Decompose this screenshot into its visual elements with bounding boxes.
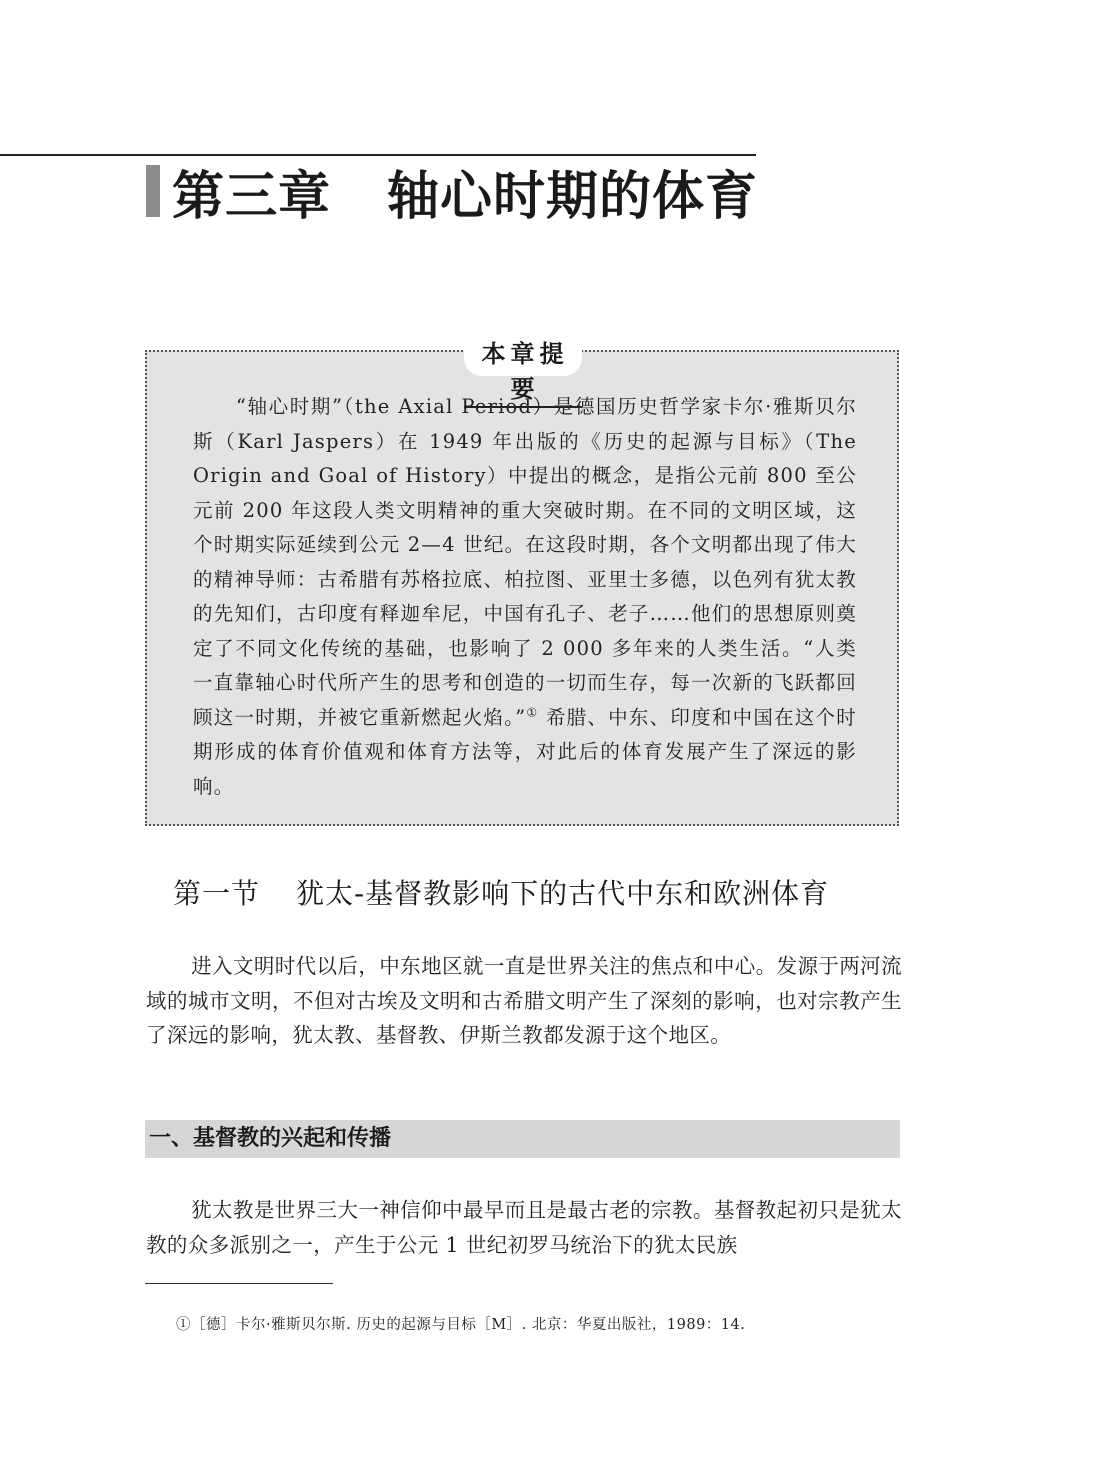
body-paragraph-1 [146,949,902,1053]
summary-text-main: “轴心时期”（the Axial Period）是德国历史哲学家卡尔·雅斯贝尔斯（Karl Jaspers）在 1949 年出版的《历史的起源与目标》（The Origin and Goal of History）中提出的概念，是指公元前 800 至公元前 200 年这段人类文明精神的重大突破时期。在不同的文明区域，这个时期实际延续到公元 2—4 世纪。在这段时期，各个文明都出现了伟大的精神导师：古希腊有苏格拉底、柏拉图、亚里士多德，以色列有犹太教的先知们，古印度有释迦牟尼，中国有孔子、老子……他们的思想原则奠定了不同文化传统的基础，也影响了 2 000 多年来的人类生活。“人类一直靠轴心时代所产生的思考和创造的一切而生存，每一次新的飞跃都回顾这一时期，并被它重新燃起火焰。” [193,395,857,729]
summary-text-tail: 希腊、中东、印度和中国在这个时期形成的体育价值观和体育方法等，对此后的体育发展产生了深远的影响。 [193,705,858,798]
subheading: 一、基督教的兴起和传播 [145,1120,900,1158]
body-paragraph-2 [146,1193,902,1262]
footnote-rule [145,1283,333,1284]
section-title: 犹太-基督教影响下的古代中东和欧洲体育 [296,877,830,910]
chapter-title: 轴心时期的体育 [387,165,759,227]
paragraph-text: 犹太教是世界三大一神信仰中最早而且是最古老的宗教。基督教起初只是犹太教的众多派别之一，产生于公元 1 世纪初罗马统治下的犹太民族 [146,1198,902,1257]
chapter-bar [146,165,160,217]
summary-label: 本章提要 [464,334,582,408]
summary-label-tab [464,330,582,403]
summary-text [193,390,857,804]
chapter-number: 第三章 [172,165,332,227]
section-label: 第一节 [173,877,261,910]
chapter-heading [146,160,759,227]
paragraph-text: 进入文明时代以后，中东地区就一直是世界关注的焦点和中心。发源于两河流域的城市文明，不但对古埃及文明和古希腊文明产生了深刻的影响，也对宗教产生了深远的影响，犹太教、基督教、伊斯兰教都发源于这个地区。 [146,954,902,1047]
footnote: ①［德］卡尔·雅斯贝尔斯. 历史的起源与目标［M］. 北京：华夏出版社，1989：14. [176,1317,746,1333]
footnote-ref[interactable]: ① [526,705,539,719]
section-heading [173,872,933,912]
